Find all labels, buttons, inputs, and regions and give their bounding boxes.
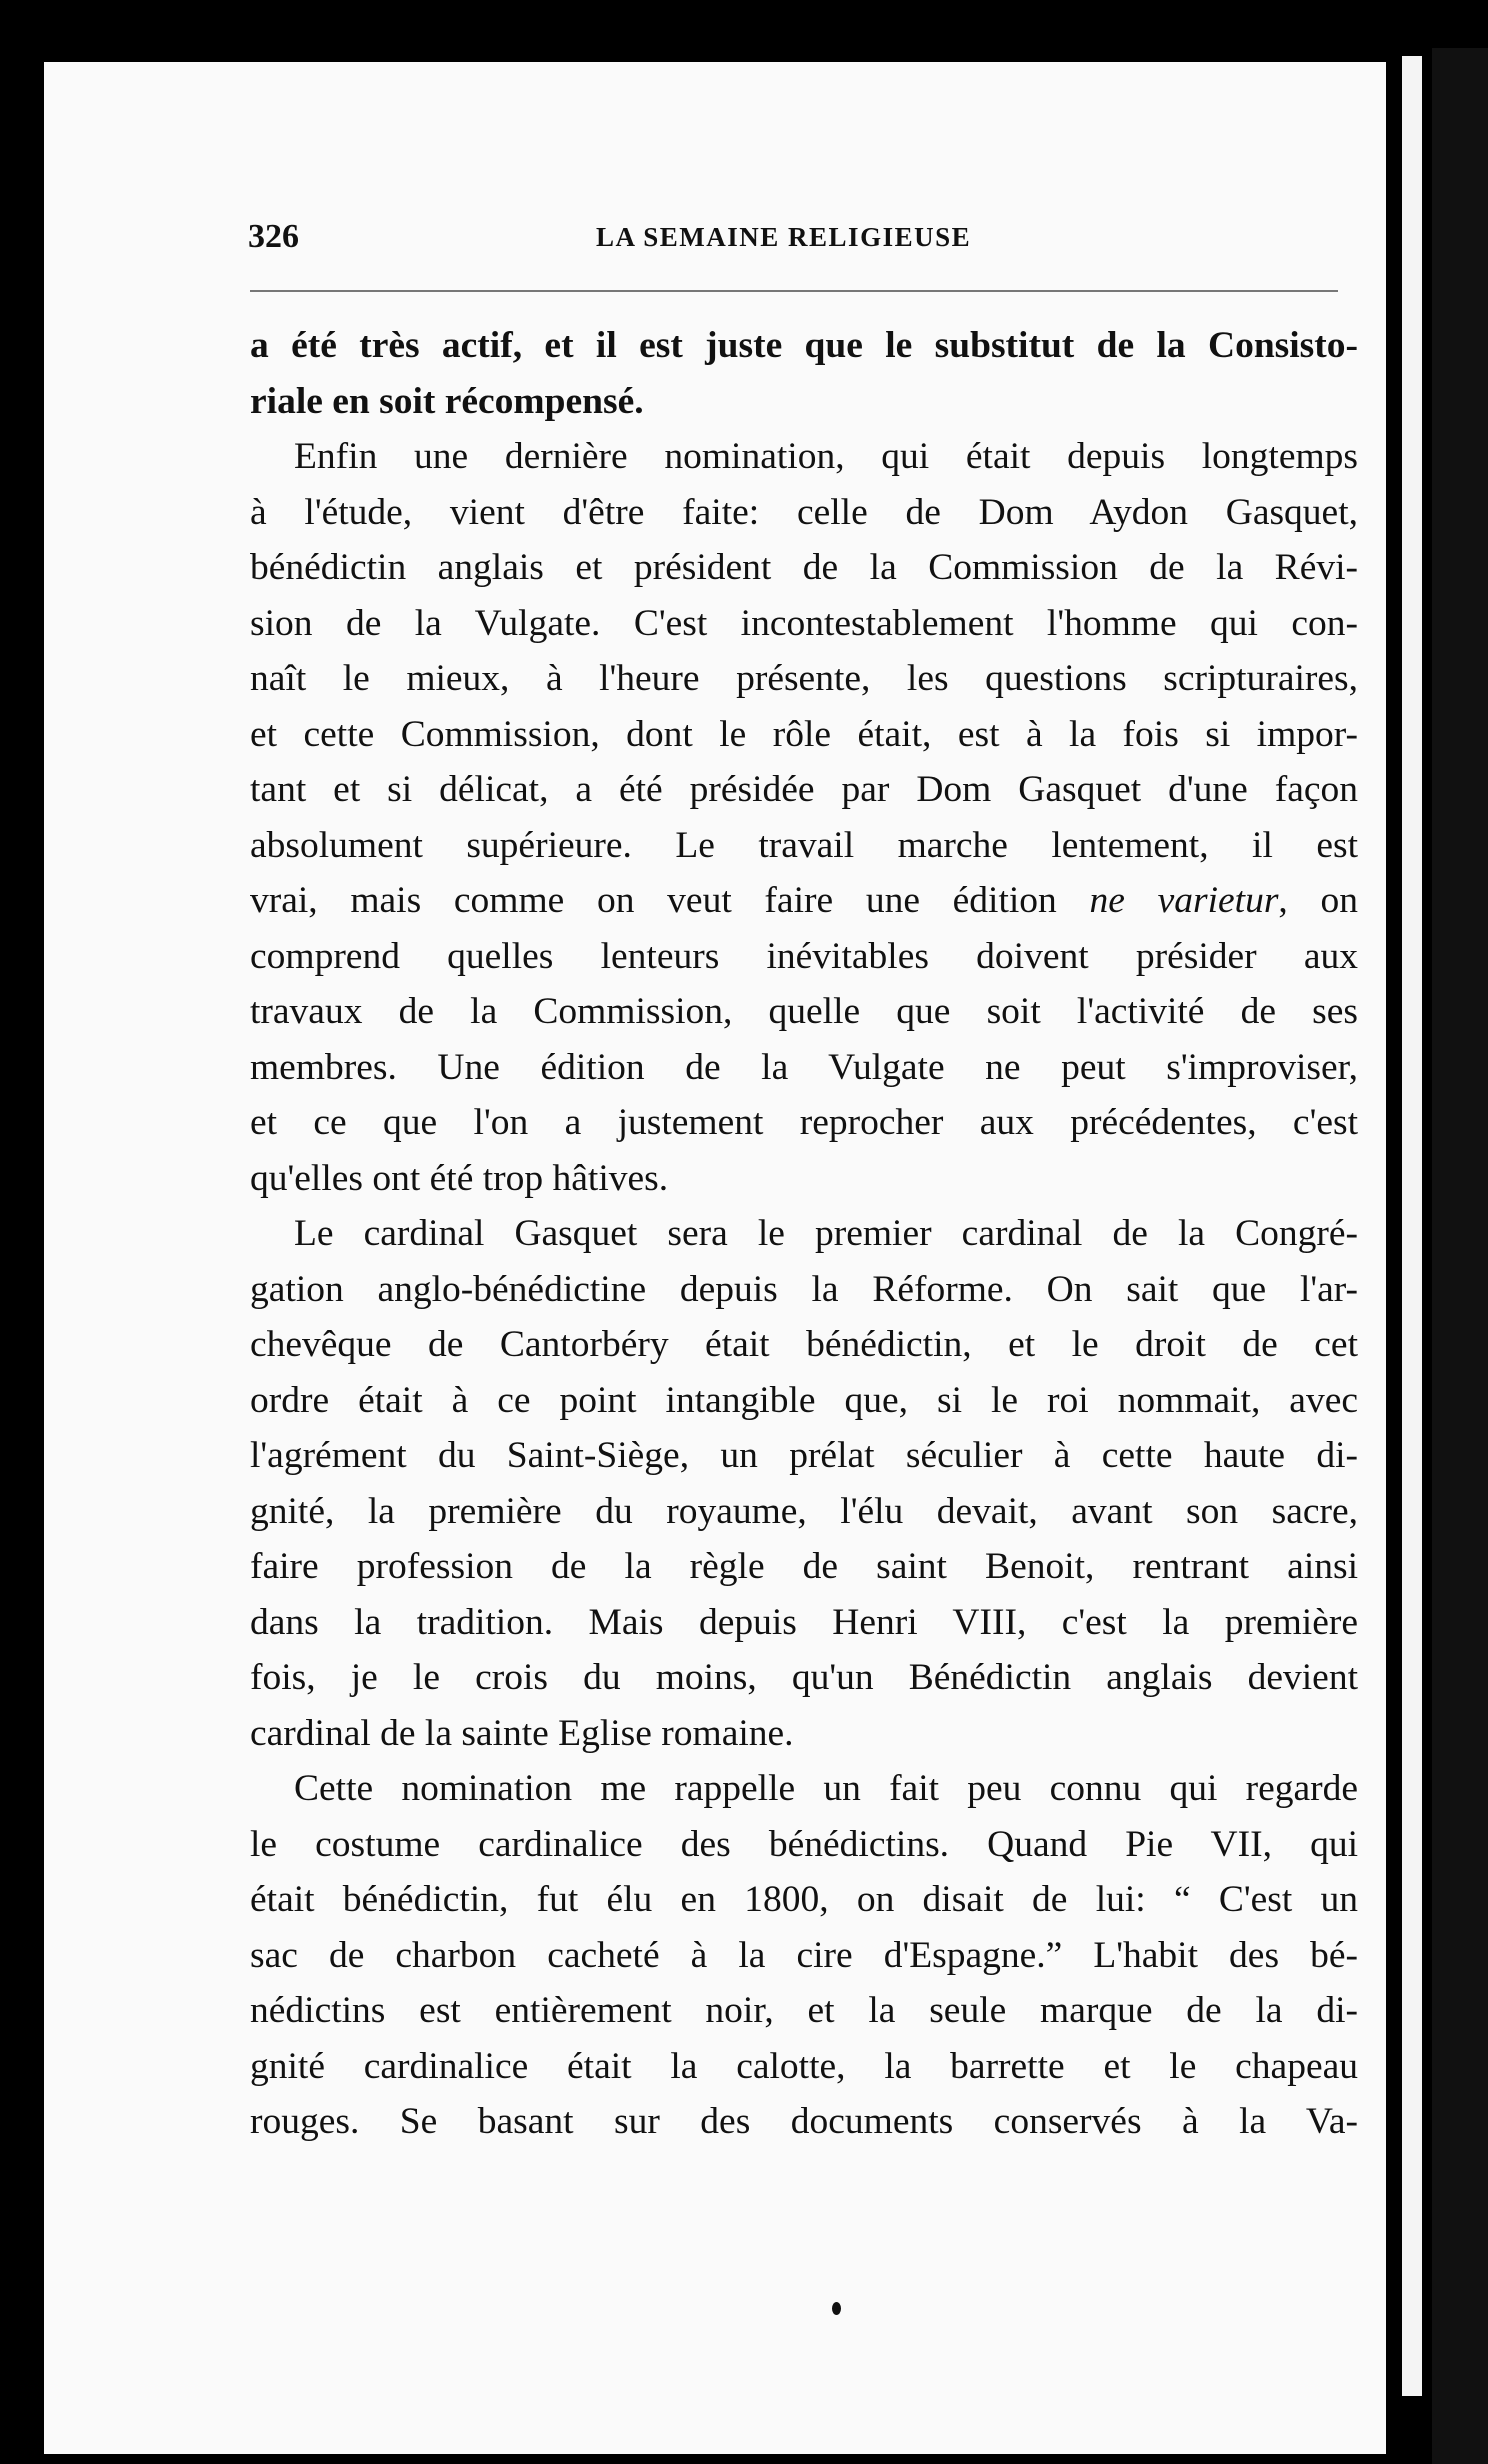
paragraph (250, 318, 1358, 429)
text-line: fois, je le crois du moins, qu'un Bénédictin anglais devient (250, 1657, 1358, 1698)
page-number: 326 (248, 218, 299, 255)
text-line: cardinal de la sainte Eglise romaine. (250, 1712, 794, 1754)
text-line: ordre était à ce point intangible que, si le roi nommait, avec (250, 1379, 1358, 1421)
text-line: riale en soit récompensé. (250, 380, 644, 422)
text-line: et cette Commission, dont le rôle était, est à la fois si impor- (250, 713, 1358, 755)
text-line (250, 318, 1358, 374)
text-line: vrai, mais comme on veut faire une édition ne varietur, on (250, 880, 1358, 921)
text-line: chevêque de Cantorbéry était bénédictin, et le droit de cet (250, 1324, 1358, 1365)
text-line: rouges. Se basant sur des documents conservés à la Va- (250, 2101, 1358, 2142)
text-line: gnité cardinalice était la calotte, la barrette et le chapeau (250, 2045, 1358, 2087)
text-line: gnité, la première du royaume, l'élu devait, avant son sacre, (250, 1490, 1358, 1532)
text-line: Enfin une dernière nomination, qui était depuis longtemps (294, 436, 1358, 477)
paragraph (250, 1761, 1358, 2150)
text-line: à l'étude, vient d'être faite: celle de Dom Aydon Gasquet, (250, 491, 1358, 533)
bold-run: a été très actif, (250, 325, 523, 366)
bold-run: et il est juste que le substitut de la Consisto- (522, 325, 1359, 366)
text-line: Cette nomination me rappelle un fait peu connu qui regarde (294, 1768, 1358, 1809)
page-header (248, 218, 1358, 258)
italic-phrase: ne varietur (1089, 880, 1279, 921)
running-title: LA SEMAINE RELIGIEUSE (596, 222, 972, 252)
text-line: gation anglo-bénédictine depuis la Réforme. On sait que l'ar- (250, 1268, 1358, 1310)
text-line: bénédictin anglais et président de la Commission de la Révi- (250, 547, 1358, 588)
scan-border (1432, 48, 1488, 2464)
text-line: qu'elles ont été trop hâtives. (250, 1157, 669, 1199)
text-line: sac de charbon cacheté à la cire d'Espagne.” L'habit des bé- (250, 1934, 1358, 1976)
paragraph (250, 1206, 1358, 1761)
text-line: naît le mieux, à l'heure présente, les questions scripturaires, (250, 658, 1358, 699)
text-line: le costume cardinalice des bénédictins. Quand Pie VII, qui (250, 1823, 1358, 1865)
ink-mark (832, 2302, 841, 2315)
text-line: comprend quelles lenteurs inévitables doivent présider aux (250, 935, 1358, 977)
paragraph (250, 429, 1358, 1206)
text-line: travaux de la Commission, quelle que soit l'activité de ses (250, 991, 1358, 1032)
body-text (250, 318, 1358, 2150)
text-line: Le cardinal Gasquet sera le premier cardinal de la Congré- (294, 1213, 1358, 1254)
text-line: sion de la Vulgate. C'est incontestablement l'homme qui con- (250, 602, 1358, 644)
adjacent-page-edge (1402, 56, 1422, 2396)
text-line: et ce que l'on a justement reprocher aux précédentes, c'est (250, 1102, 1358, 1143)
text-line: l'agrément du Saint-Siège, un prélat séculier à cette haute di- (250, 1435, 1358, 1476)
text-line: membres. Une édition de la Vulgate ne peut s'improviser, (250, 1046, 1358, 1088)
text-line: nédictins est entièrement noir, et la seule marque de la di- (250, 1990, 1358, 2031)
text-line: absolument supérieure. Le travail marche lentement, il est (250, 824, 1358, 866)
text-line: dans la tradition. Mais depuis Henri VIII, c'est la première (250, 1601, 1358, 1643)
text-line: tant et si délicat, a été présidée par Dom Gasquet d'une façon (250, 769, 1358, 810)
text-line: faire profession de la règle de saint Benoit, rentrant ainsi (250, 1546, 1358, 1587)
text-line: était bénédictin, fut élu en 1800, on disait de lui: “ C'est un (250, 1879, 1358, 1920)
header-rule (250, 290, 1338, 292)
